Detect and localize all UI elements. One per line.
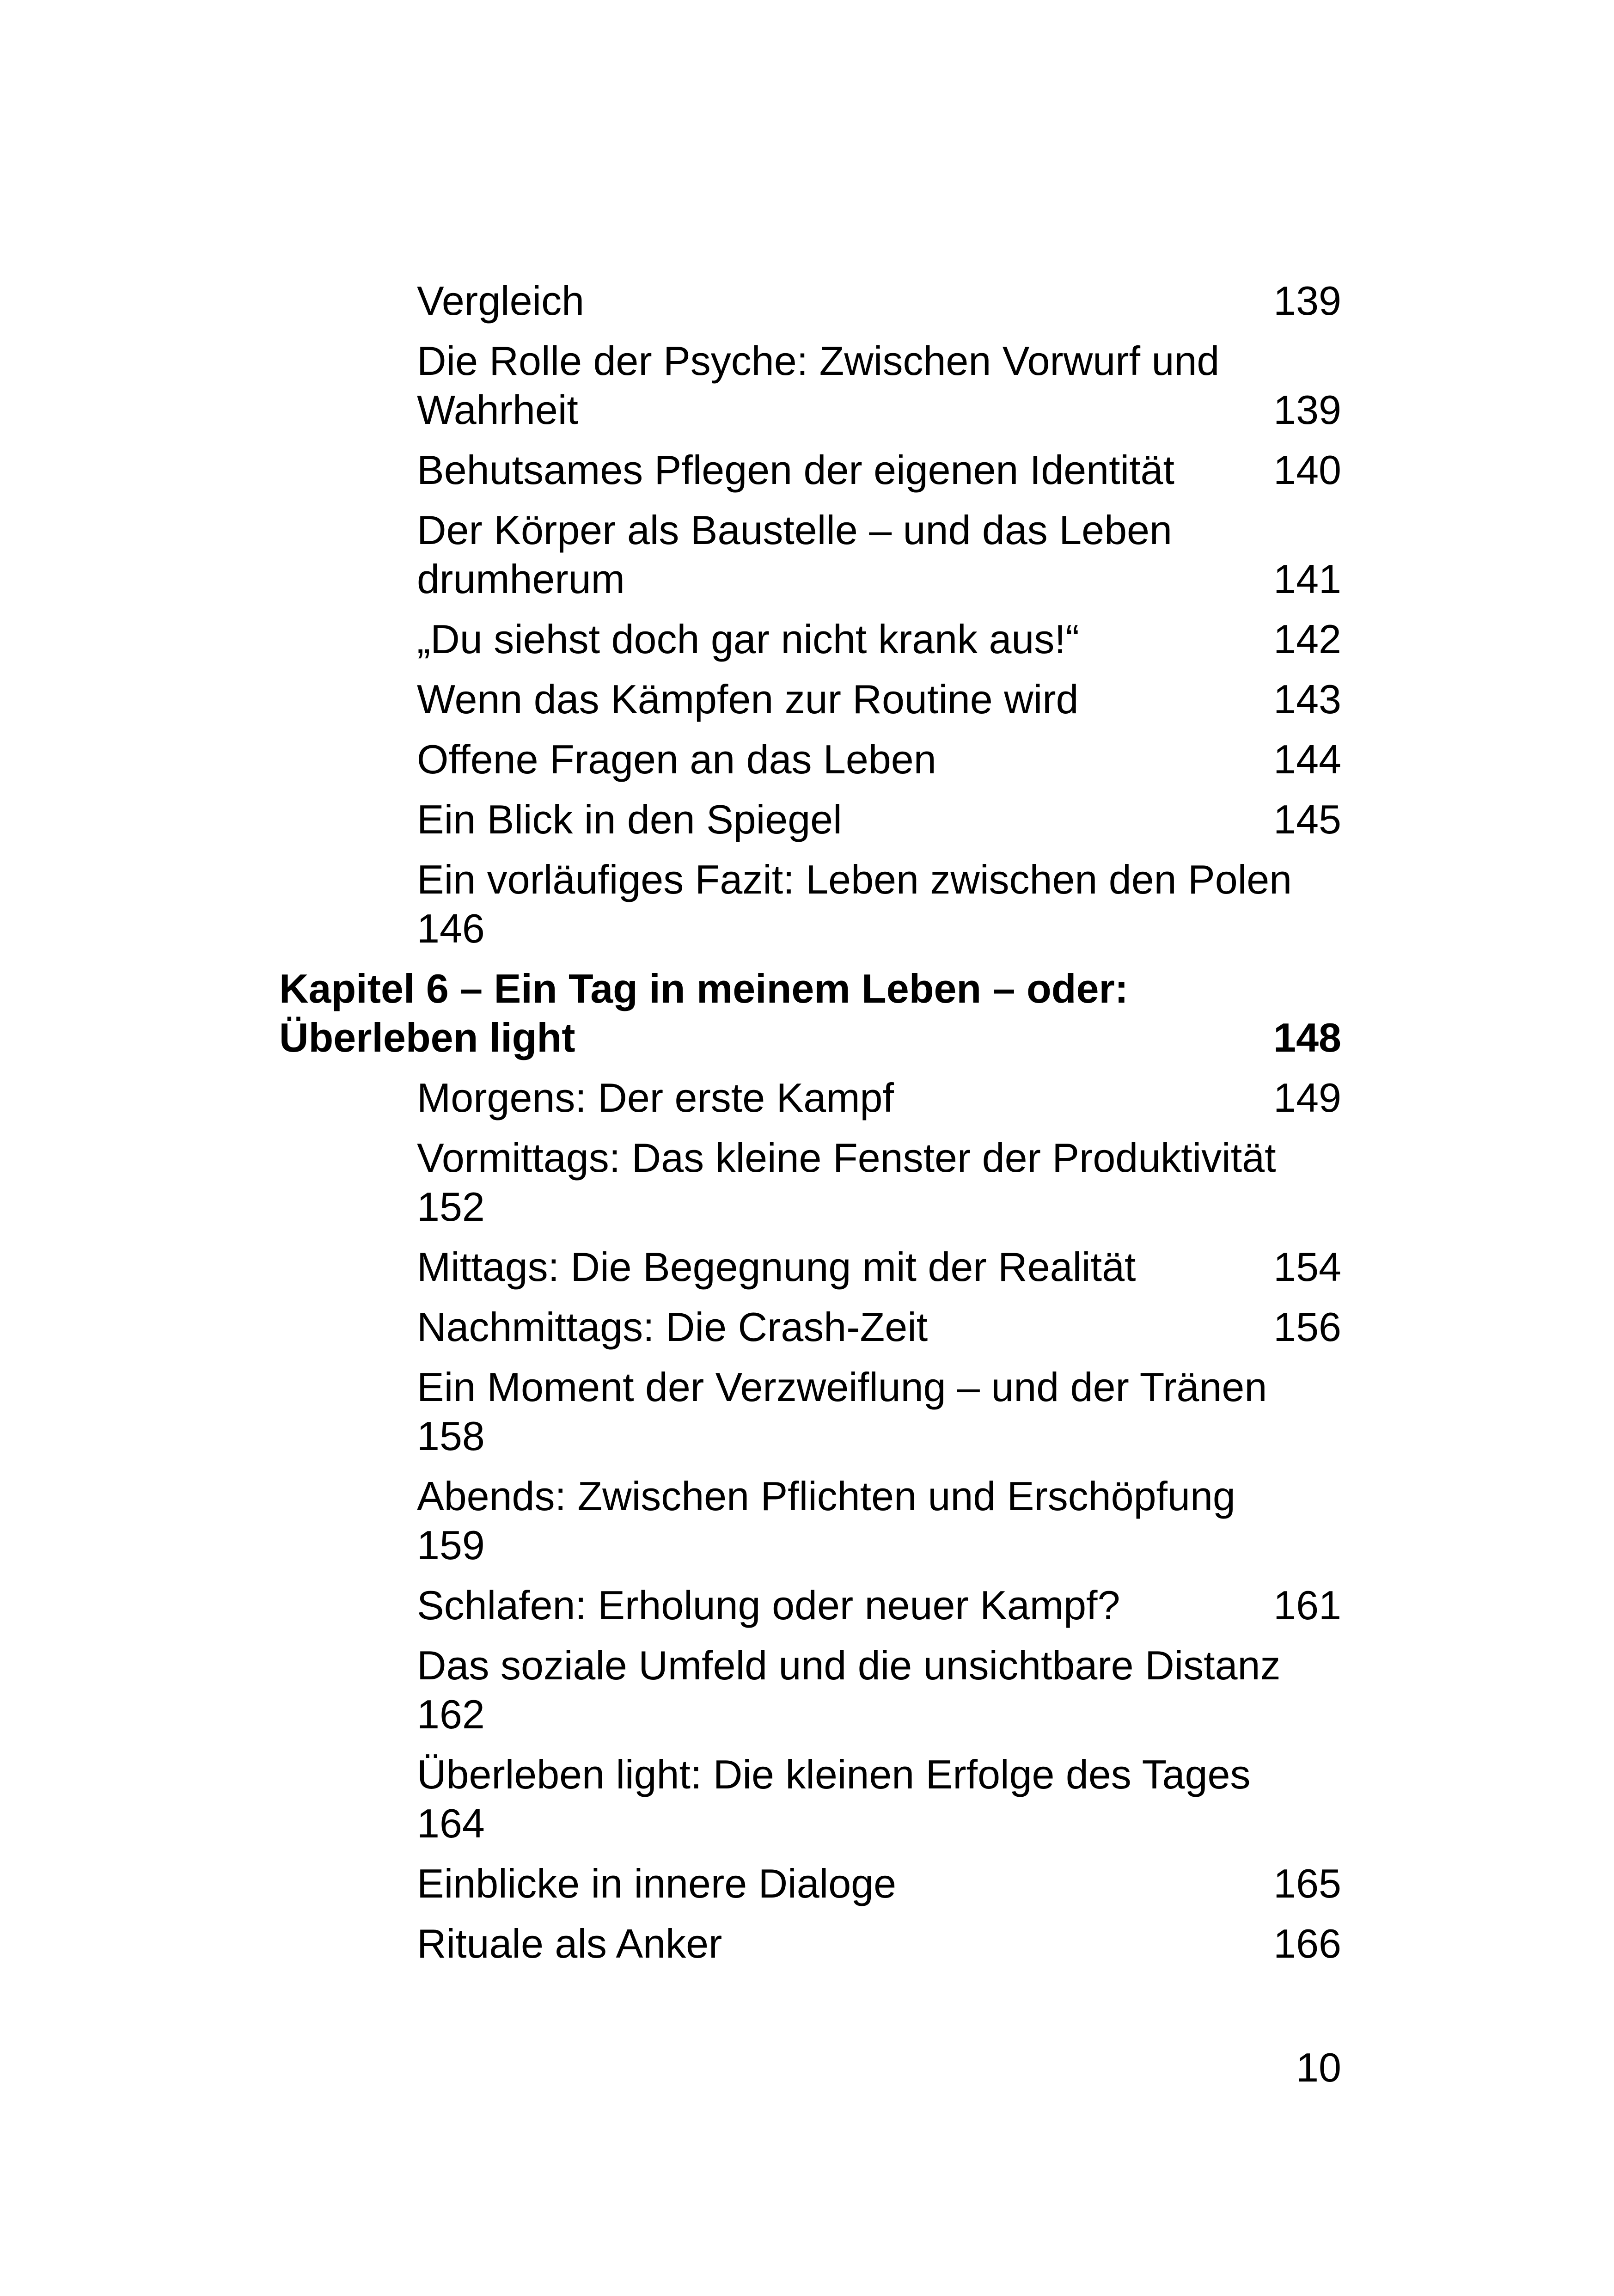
toc-chapter-title: Kapitel 6 – Ein Tag in meinem Leben – oder: xyxy=(279,966,1128,1011)
toc-entry-page: 154 xyxy=(1273,1244,1341,1290)
toc-entry-title: Vergleich xyxy=(417,278,585,324)
toc-entry-title: Offene Fragen an das Leben xyxy=(417,736,936,782)
page-number: 10 xyxy=(1296,2045,1341,2090)
toc-entry-title: Ein Moment der Verzweiflung – und der Tränen xyxy=(417,1364,1267,1410)
toc-entry-page: 164 xyxy=(417,1800,485,1846)
toc-entry-page: 141 xyxy=(1273,556,1341,602)
toc-entry-title: Einblicke in innere Dialoge xyxy=(417,1861,897,1906)
toc-entry-title: „Du siehst doch gar nicht krank aus!“ xyxy=(417,616,1080,662)
toc-entry-page: 149 xyxy=(1273,1075,1341,1120)
toc-entry-title: Morgens: Der erste Kampf xyxy=(417,1075,894,1120)
toc-entry-title: Abends: Zwischen Pflichten und Erschöpfung xyxy=(417,1473,1235,1519)
toc-entry-title: Ein Blick in den Spiegel xyxy=(417,796,842,842)
toc-entry-page: 156 xyxy=(1273,1304,1341,1350)
toc-entry-title: Behutsames Pflegen der eigenen Identität xyxy=(417,447,1174,493)
toc-entry-title: Überleben light: Die kleinen Erfolge des Tages xyxy=(417,1751,1251,1797)
toc-entry-page: 145 xyxy=(1273,796,1341,842)
toc-entry-page: 165 xyxy=(1273,1861,1341,1906)
toc-entry-page: 159 xyxy=(417,1522,485,1568)
toc-entry-page: 161 xyxy=(1273,1582,1341,1628)
toc-entry-title: Vormittags: Das kleine Fenster der Produktivität xyxy=(417,1135,1276,1181)
toc-entry-page: 162 xyxy=(417,1691,485,1737)
toc-entry-title: Schlafen: Erholung oder neuer Kampf? xyxy=(417,1582,1120,1628)
toc-entry-page: 142 xyxy=(1273,616,1341,662)
toc-entry-title: Wenn das Kämpfen zur Routine wird xyxy=(417,676,1079,722)
toc-entry-title: Die Rolle der Psyche: Zwischen Vorwurf und xyxy=(417,338,1220,384)
toc-entry-title: Mittags: Die Begegnung mit der Realität xyxy=(417,1244,1136,1290)
toc-entry-page: 143 xyxy=(1273,676,1341,722)
toc-entry-page: 139 xyxy=(1273,387,1341,433)
toc-entry-page: 140 xyxy=(1273,447,1341,493)
toc-entry-page: 146 xyxy=(417,906,485,951)
toc-entry-page: 139 xyxy=(1273,278,1341,324)
toc-entry-title: Der Körper als Baustelle – und das Leben xyxy=(417,507,1172,553)
toc-entry-title: Das soziale Umfeld und die unsichtbare Distanz xyxy=(417,1642,1281,1688)
toc-entry-page: 158 xyxy=(417,1413,485,1459)
toc-entry-title: Rituale als Anker xyxy=(417,1921,722,1966)
toc-entry-title: drumherum xyxy=(417,556,625,602)
toc-entry-title: Nachmittags: Die Crash-Zeit xyxy=(417,1304,928,1350)
toc-entry-page: 144 xyxy=(1273,736,1341,782)
toc-entry-page: 166 xyxy=(1273,1921,1341,1966)
toc-entry-title: Wahrheit xyxy=(417,387,578,433)
toc-entry-title: Ein vorläufiges Fazit: Leben zwischen den Polen xyxy=(417,857,1292,902)
toc-chapter-page: 148 xyxy=(1273,1015,1341,1060)
toc-chapter-title: Überleben light xyxy=(279,1015,575,1060)
toc-entry-page: 152 xyxy=(417,1184,485,1230)
